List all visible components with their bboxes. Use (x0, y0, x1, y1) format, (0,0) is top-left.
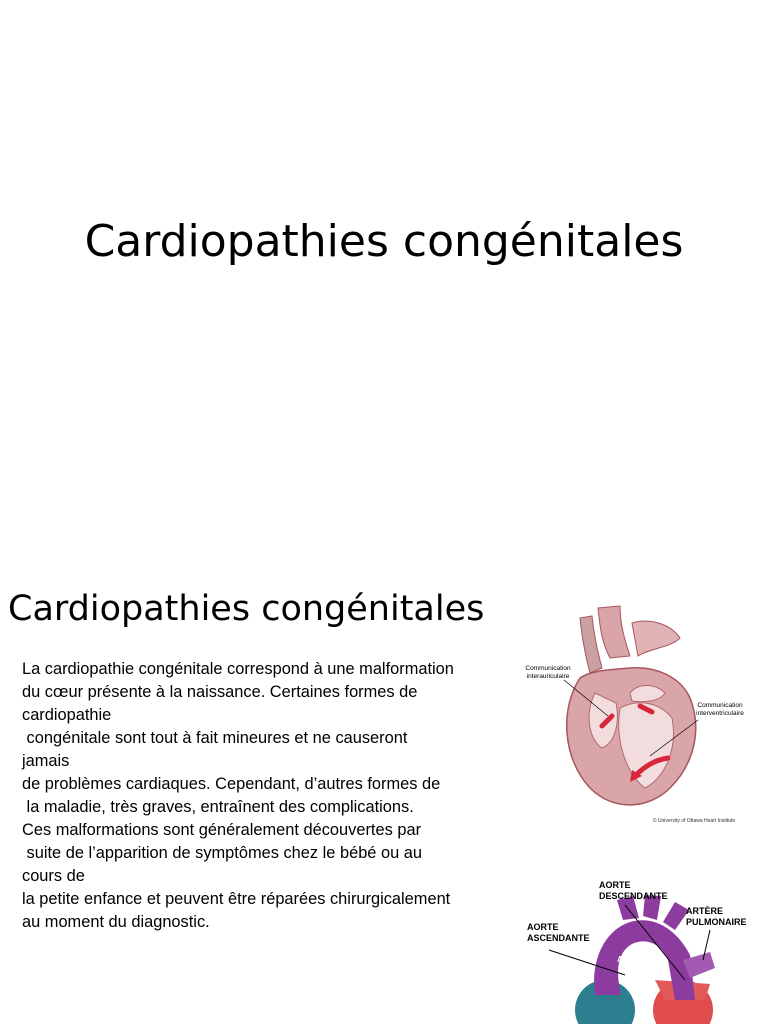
body-line: la maladie, très graves, entraînent des complications. (22, 798, 414, 816)
aorta-illustration (505, 860, 768, 1024)
body-line: suite de l’apparition de symptômes chez le bébé ou au (22, 844, 422, 862)
body-line: cardiopathie (22, 706, 112, 724)
heart-defect-illustration (520, 598, 752, 830)
label-aorte-desc-1: AORTE (599, 880, 631, 890)
label-aorte-desc-2: DESCENDANTE (599, 891, 668, 901)
page-title: Cardiopathies congénitales (84, 216, 684, 267)
body-line: jamais (22, 752, 70, 770)
body-line: La cardiopathie congénitale correspond à une malformation (22, 660, 454, 678)
image-credit: © University of Ottawa Heart Institute (652, 818, 736, 824)
label-left-line2: interauriculaire (526, 673, 570, 680)
body-line: du cœur présente à la naissance. Certaines formes de (22, 683, 418, 701)
body-line: la petite enfance et peuvent être réparées chirurgicalement (22, 890, 451, 908)
label-right-line1: Communication (697, 702, 743, 709)
body-text (22, 658, 497, 934)
body-line: au moment du diagnostic. (22, 913, 210, 931)
slide-title: Cardiopathies congénitales (8, 589, 485, 629)
content-slide (0, 560, 768, 1024)
label-aorte-inner: AORTE (617, 955, 645, 964)
label-aorte-asc-2: ASCENDANTE (527, 933, 590, 943)
body-line: congénitale sont tout à fait mineures et ne causeront (22, 729, 408, 747)
label-right-line2: interventriculaire (696, 710, 744, 717)
body-line: de problèmes cardiaques. Cependant, d’autres formes de (22, 775, 441, 793)
label-artere-pulm-1: ARTÈRE (686, 906, 724, 916)
body-line: Ces malformations sont généralement découvertes par (22, 821, 422, 839)
label-aorte-asc-1: AORTE (527, 922, 559, 932)
body-line: cours de (22, 867, 85, 885)
label-artere-pulm-2: PULMONAIRE (686, 917, 747, 927)
label-left-line1: Communication (525, 665, 571, 672)
